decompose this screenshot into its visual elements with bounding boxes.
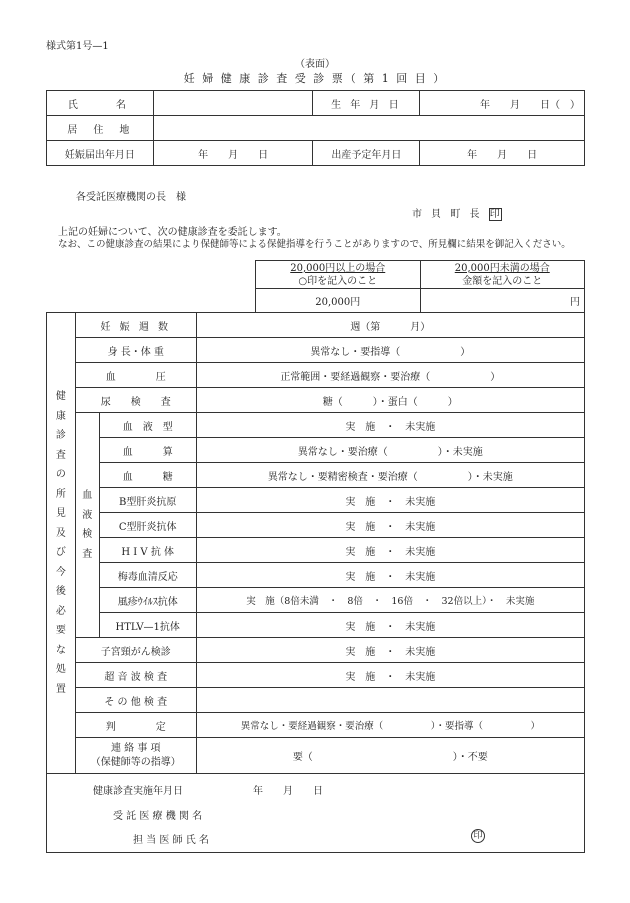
contact-subtitle: （保健師等の指導） <box>90 756 181 768</box>
contact-label <box>75 738 196 774</box>
seal-circle-icon: 印 <box>471 829 485 843</box>
hepatitis-c-label: C型肝炎抗体 <box>99 513 196 538</box>
ultrasound-label: 超 音 波 検 査 <box>75 663 196 688</box>
due-date-label: 出産予定年月日 <box>313 141 420 166</box>
exam-side-char: 要 <box>55 625 66 636</box>
weeks-value[interactable]: 週（第 月） <box>196 313 584 338</box>
exam-side-char: 見 <box>55 508 66 519</box>
doctor-label: 担 当 医 師 氏 名 <box>133 835 209 846</box>
fee-under-value[interactable]: 円 <box>420 289 585 313</box>
exam-side-char: 及 <box>55 527 66 539</box>
blood-sugar-value[interactable]: 異常なし・要精密検査・要治療（ ）・未実施 <box>196 463 584 488</box>
exam-date-value[interactable]: 年 月 日 <box>253 786 323 797</box>
fee-over-header <box>256 261 421 289</box>
exam-side-char: の <box>55 469 66 480</box>
contact-title: 連 絡 事 項 <box>110 743 161 754</box>
mayor-name: 市 貝 町 長 印 <box>412 209 503 220</box>
contact-value[interactable]: 要（ ）・不要 <box>196 738 584 774</box>
blood-type-value[interactable]: 実 施 ・ 未実施 <box>196 413 584 438</box>
side-label: （表面） <box>295 59 335 70</box>
other-exam-value[interactable] <box>196 688 584 713</box>
name-field[interactable] <box>153 91 313 116</box>
cervical-label: 子宮頸がん検診 <box>75 638 196 663</box>
exam-side-char: 所 <box>55 488 66 500</box>
blood-test-char: 血 <box>82 490 93 501</box>
blood-pressure-label: 血 圧 <box>75 363 196 388</box>
form-number: 様式第1号—1 <box>46 41 109 52</box>
page-title: 妊 婦 健 康 診 査 受 診 票（ 第 1 回 目 ） <box>183 72 447 85</box>
due-date-field[interactable]: 年 月 日 <box>420 141 585 166</box>
exam-results-table <box>46 312 585 853</box>
blood-sugar-label: 血 糖 <box>99 463 196 488</box>
blood-test-char: 液 <box>82 509 93 521</box>
dob-field[interactable]: 年 月 日（ ） <box>420 91 585 116</box>
fee-over-value[interactable]: 20,000円 <box>256 289 421 313</box>
fee-over-sub: ○印を記入のこと <box>298 275 378 287</box>
syphilis-label: 梅毒血清反応 <box>99 563 196 588</box>
exam-side-label <box>47 313 76 774</box>
blood-test-char: 査 <box>82 548 93 560</box>
blood-test-label <box>75 413 99 638</box>
hiv-value[interactable]: 実 施 ・ 未実施 <box>196 538 584 563</box>
exam-date-label: 健康診査実施年月日 <box>93 786 183 797</box>
dob-label: 生 年 月 日 <box>313 91 420 116</box>
exam-side-char: 健 <box>55 391 66 402</box>
other-exam-label: そ の 他 検 査 <box>75 688 196 713</box>
exam-side-char: 後 <box>55 586 66 597</box>
ultrasound-value[interactable]: 実 施 ・ 未実施 <box>196 663 584 688</box>
judgment-value[interactable]: 異常なし・要経過観察・要治療（ ）・要指導（ ） <box>196 713 584 738</box>
hepatitis-c-value[interactable]: 実 施 ・ 未実施 <box>196 513 584 538</box>
fee-under-header <box>420 261 585 289</box>
exam-side-char: 康 <box>55 410 66 422</box>
exam-side-char: 今 <box>55 566 66 578</box>
exam-side-char: 処 <box>55 664 66 675</box>
hepatitis-b-label: B型肝炎抗原 <box>99 488 196 513</box>
request-line-1: 上記の妊婦について、次の健康診査を委託します。 <box>58 227 287 238</box>
urine-label: 尿 検 査 <box>75 388 196 413</box>
syphilis-value[interactable]: 実 施 ・ 未実施 <box>196 563 584 588</box>
blood-count-value[interactable]: 異常なし・要治療（ ）・未実施 <box>196 438 584 463</box>
weeks-label: 妊 娠 週 数 <box>75 313 196 338</box>
rubella-value[interactable]: 実 施（8倍未満 ・ 8倍 ・ 16倍 ・ 32倍以上）・ 未実施 <box>196 588 584 613</box>
urine-value[interactable]: 糖（ ）・蛋白（ ） <box>196 388 584 413</box>
address-field[interactable] <box>153 116 584 141</box>
request-line-2: なお、この健康診査の結果により保健師等による保健指導を行うことがありますので、所見欄に結果を御記入ください。 <box>58 239 571 250</box>
exam-side-char: 診 <box>55 430 66 441</box>
exam-side-char: 置 <box>55 683 66 695</box>
patient-info-table <box>46 90 585 166</box>
seal-box-icon: 印 <box>489 209 503 220</box>
htlv-value[interactable]: 実 施 ・ 未実施 <box>196 613 584 638</box>
rubella-label: 風疹ｳｲﾙｽ抗体 <box>99 588 196 613</box>
footer-section <box>47 774 585 853</box>
fee-over-title: 20,000円以上の場合 <box>290 262 386 274</box>
blood-count-label: 血 算 <box>99 438 196 463</box>
fee-under-sub: 金額を記入のこと <box>462 275 543 287</box>
hepatitis-b-value[interactable]: 実 施 ・ 未実施 <box>196 488 584 513</box>
institution-label: 受 託 医 療 機 関 名 <box>113 811 203 822</box>
height-weight-value[interactable]: 異常なし・要指導（ ） <box>196 338 584 363</box>
blood-test-char: 検 <box>82 529 93 540</box>
exam-side-char: な <box>55 644 66 656</box>
name-label: 氏 名 <box>47 91 154 116</box>
blood-pressure-value[interactable]: 正常範囲・要経過観察・要治療（ ） <box>196 363 584 388</box>
addressee: 各受託医療機関の長 様 <box>76 192 186 203</box>
judgment-label: 判 定 <box>75 713 196 738</box>
address-label: 居 住 地 <box>47 116 154 141</box>
hiv-label: H I V 抗 体 <box>99 538 196 563</box>
exam-side-char: 必 <box>55 605 66 617</box>
htlv-label: HTLV—1抗体 <box>99 613 196 638</box>
height-weight-label: 身 長・体 重 <box>75 338 196 363</box>
pregnancy-notice-label: 妊娠届出年月日 <box>47 141 154 166</box>
exam-side-char: び <box>55 547 66 558</box>
pregnancy-notice-field[interactable]: 年 月 日 <box>153 141 313 166</box>
exam-side-char: 査 <box>55 449 66 461</box>
fee-under-title: 20,000円未満の場合 <box>454 262 550 274</box>
blood-type-label: 血 液 型 <box>99 413 196 438</box>
fee-table <box>255 260 585 313</box>
cervical-value[interactable]: 実 施 ・ 未実施 <box>196 638 584 663</box>
